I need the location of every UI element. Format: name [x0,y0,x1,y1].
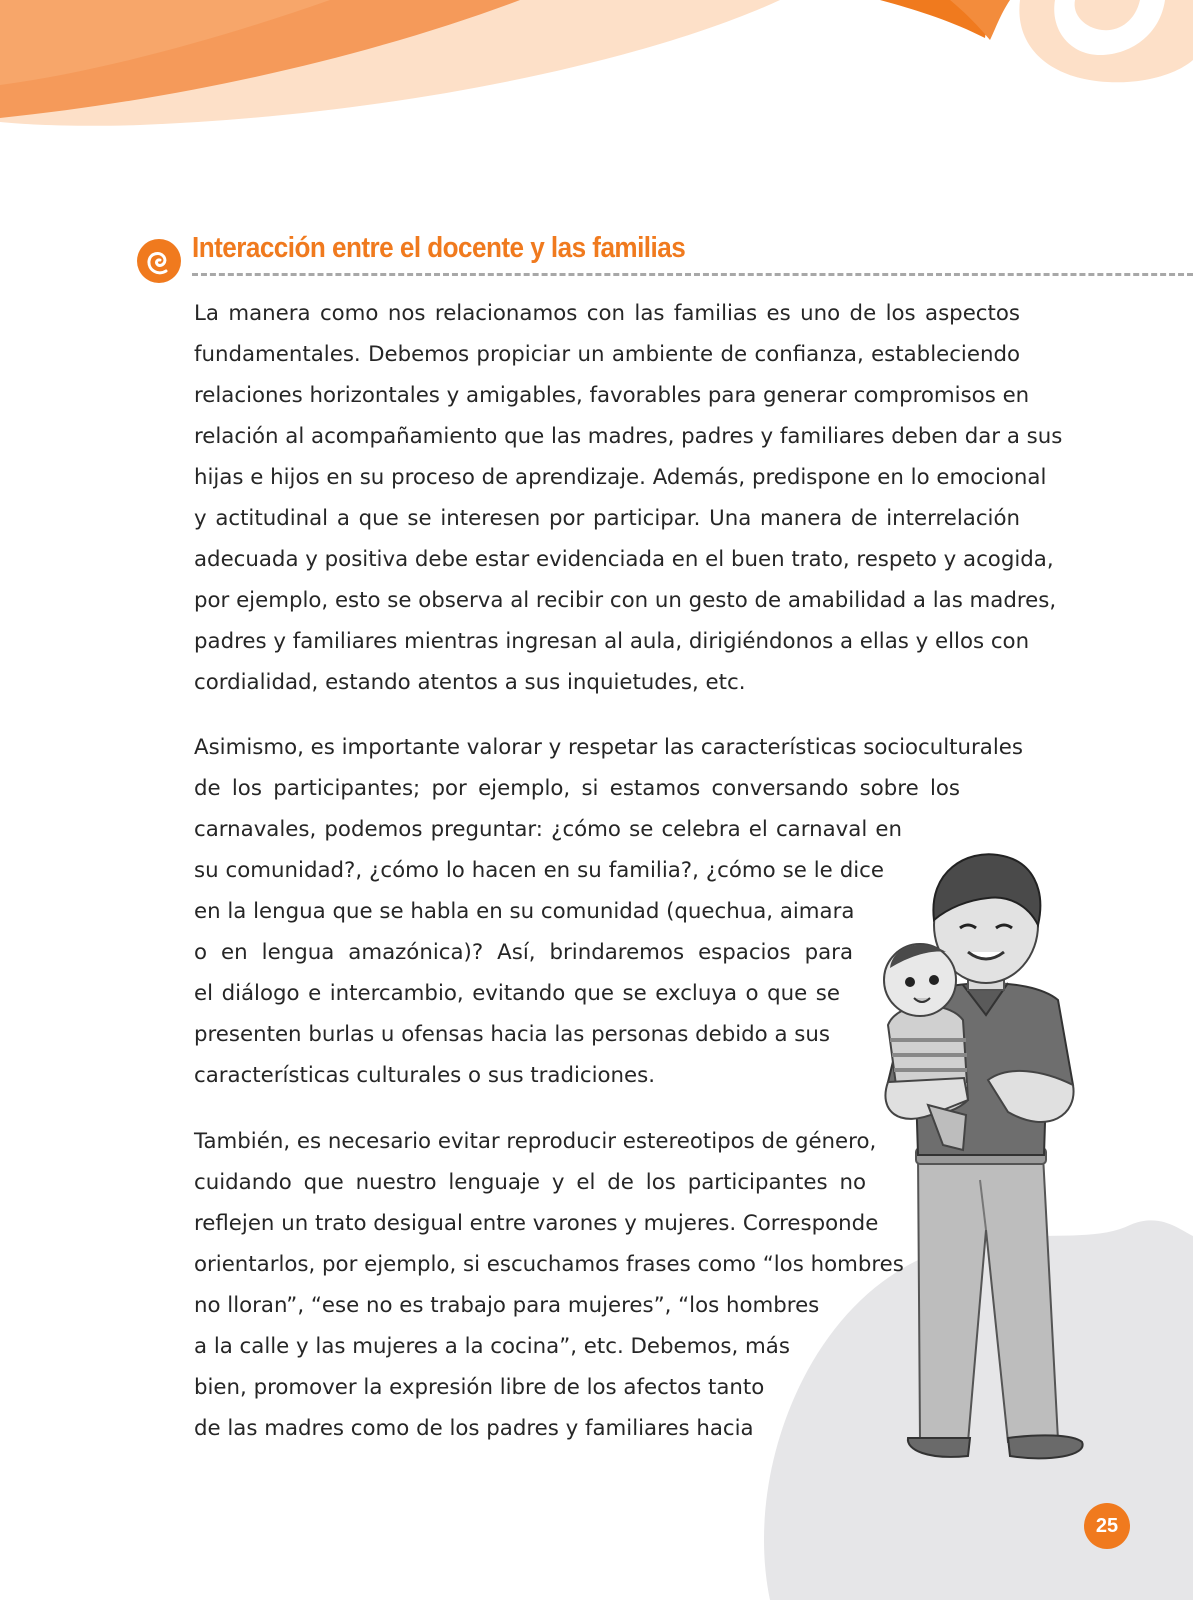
text-line: el diálogo e intercambio, evitando que se excluya o que se [194,981,840,1006]
section-title: Interacción entre el docente y las familias [192,232,686,264]
text-line: o en lengua amazónica)? Así, brindaremos espacios para [194,940,853,965]
page-number-badge: 25 [1084,1503,1130,1549]
text-line: a la calle y las mujeres a la cocina”, etc. Debemos, más [194,1334,790,1359]
paragraph-3 [194,1121,904,1449]
text-line: fundamentales. Debemos propiciar un ambiente de confianza, estableciendo [194,342,1020,367]
text-line: bien, promover la expresión libre de los afectos tanto [194,1375,765,1400]
text-line: orientarlos, por ejemplo, si escuchamos frases como “los hombres [194,1252,904,1277]
swirl-bullet-icon [136,238,182,284]
text-line: carnavales, podemos preguntar: ¿cómo se celebra el carnaval en [194,817,902,842]
text-line: de las madres como de los padres y familiares hacia [194,1416,754,1441]
text-line: La manera como nos relacionamos con las familias es uno de los aspectos [194,301,1020,326]
text-line: hijas e hijos en su proceso de aprendizaje. Además, predispone en lo emocional [194,465,1047,490]
text-line: cordialidad, estando atentos a sus inquietudes, etc. [194,670,746,695]
text-line: adecuada y positiva debe estar evidenciada en el buen trato, respeto y acogida, [194,547,1054,572]
text-line: padres y familiares mientras ingresan al aula, dirigiéndonos a ellas y ellos con [194,629,1030,654]
text-line: su comunidad?, ¿cómo lo hacen en su familia?, ¿cómo se le dice [194,858,884,883]
text-line: Asimismo, es importante valorar y respetar las características socioculturales [194,735,1023,760]
text-line: relación al acompañamiento que las madres, padres y familiares deben dar a sus [194,424,1063,449]
text-line: relaciones horizontales y amigables, favorables para generar compromisos en [194,383,1030,408]
paragraph-1 [194,293,1063,703]
father-holding-baby-illustration [868,850,1108,1490]
text-line: cuidando que nuestro lenguaje y el de los participantes no [194,1170,866,1195]
text-line: presenten burlas u ofensas hacia las personas debido a sus [194,1022,830,1047]
text-line: reflejen un trato desigual entre varones y mujeres. Corresponde [194,1211,879,1236]
text-line: no lloran”, “ese no es trabajo para mujeres”, “los hombres [194,1293,820,1318]
title-dashed-rule [192,273,1193,276]
text-line: y actitudinal a que se interesen por participar. Una manera de interrelación [194,506,1020,531]
text-line: de los participantes; por ejemplo, si estamos conversando sobre los [194,776,960,801]
text-line: en la lengua que se habla en su comunidad (quechua, aimara [194,899,855,924]
text-line: características culturales o sus tradiciones. [194,1063,656,1088]
text-line: por ejemplo, esto se observa al recibir con un gesto de amabilidad a las madres, [194,588,1057,613]
text-line: También, es necesario evitar reproducir estereotipos de género, [194,1129,877,1154]
